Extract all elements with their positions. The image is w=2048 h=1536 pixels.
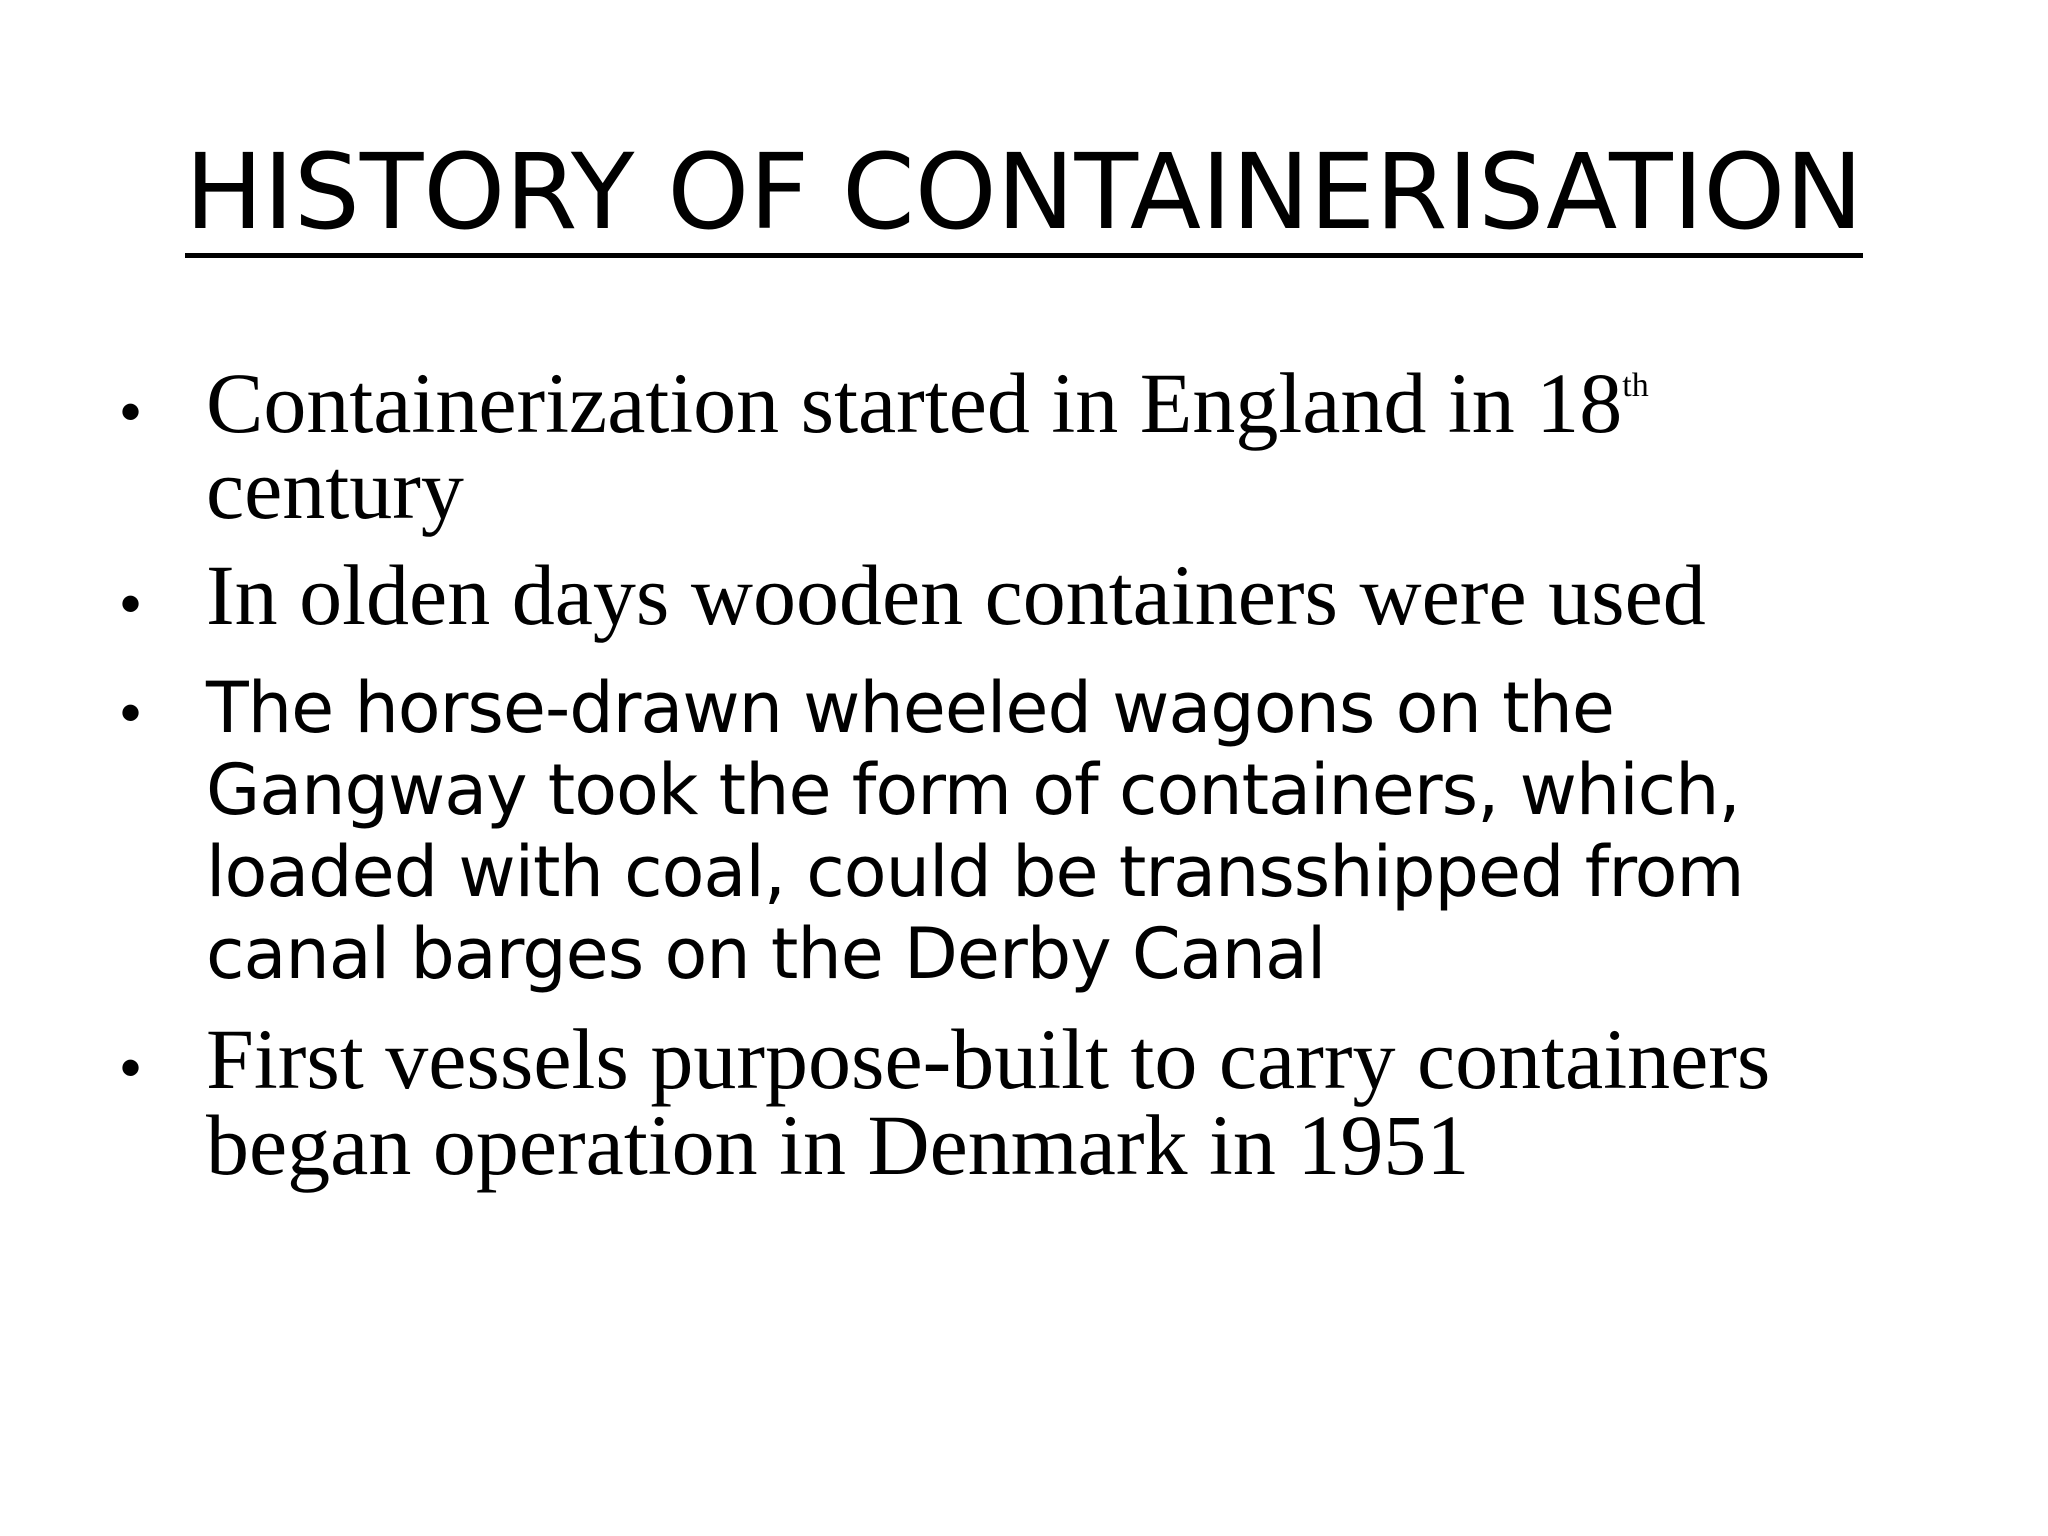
bullet-item bbox=[120, 1010, 1920, 1193]
bullet-superscript: th bbox=[1622, 367, 1649, 404]
bullet-list bbox=[120, 355, 1920, 1208]
bullet-text: The horse-drawn wheeled wagons on the Gangway took the form of containers, which, loaded with coal, could be transshipped from canal barges on the Derby Canal bbox=[206, 667, 1744, 995]
bullet-item bbox=[120, 355, 1920, 537]
bullet-text-main: Containerization started in England in 18 bbox=[206, 355, 1623, 451]
bullet-text: First vessels purpose-built to carry containers began operation in Denmark in 1951 bbox=[206, 1010, 1771, 1193]
bullet-text bbox=[206, 355, 1649, 537]
slide-title-text: HISTORY OF CONTAINERISATION bbox=[185, 131, 1863, 258]
bullet-item bbox=[120, 547, 1920, 643]
bullet-item bbox=[120, 668, 1920, 996]
bullet-icon: • bbox=[120, 1033, 142, 1101]
bullet-icon: • bbox=[120, 570, 142, 637]
bullet-text: In olden days wooden containers were used bbox=[206, 547, 1706, 643]
bullet-icon: • bbox=[120, 378, 142, 445]
bullet-text-continuation: century bbox=[206, 441, 464, 537]
slide-title bbox=[0, 131, 2048, 253]
bullet-icon: • bbox=[120, 679, 141, 746]
